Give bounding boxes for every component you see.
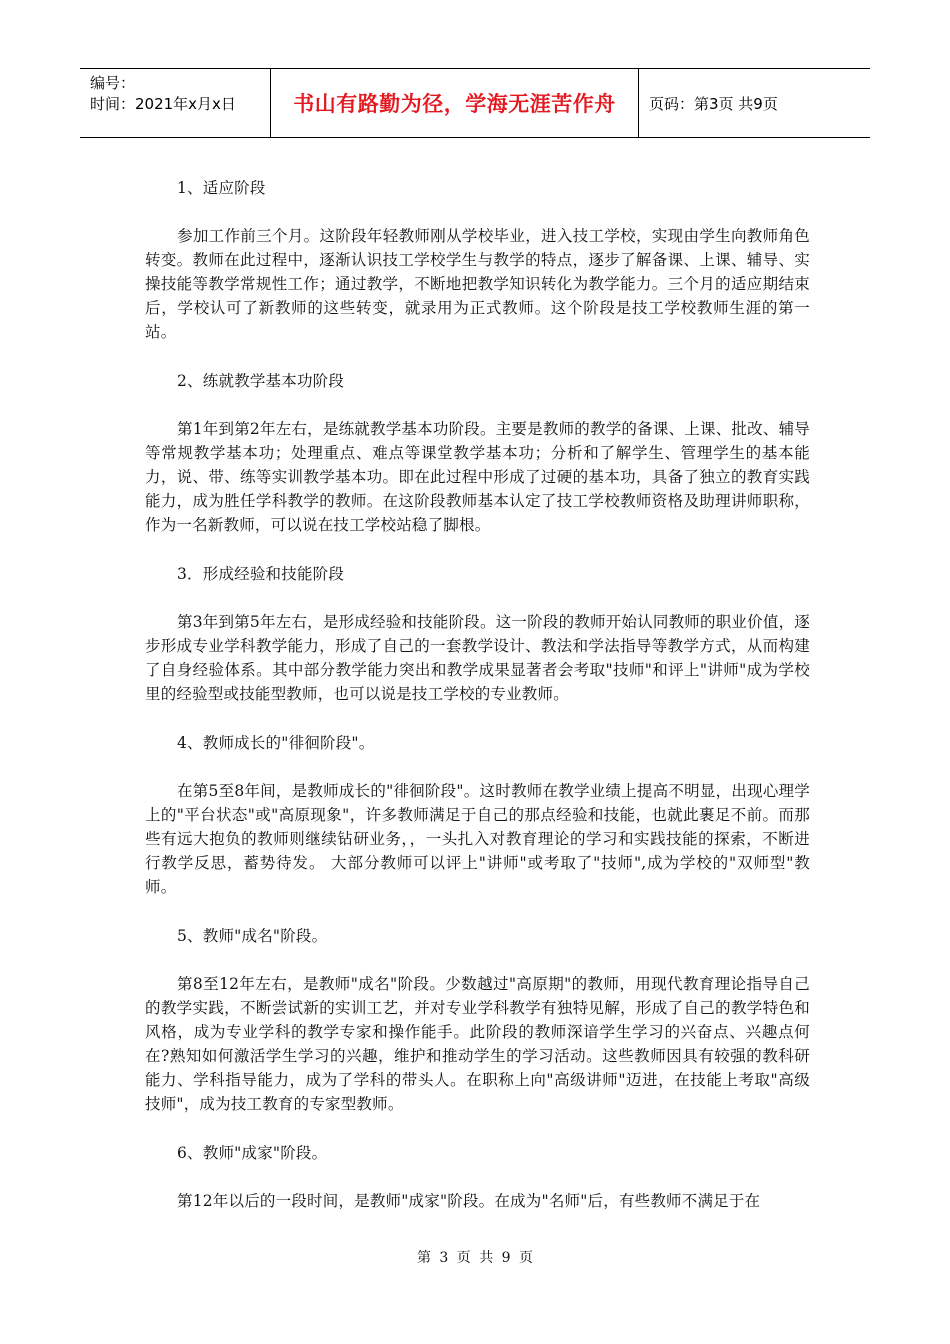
section-heading: 5、教师"成名"阶段。 — [177, 927, 328, 945]
section-paragraph: 参加工作前三个月。这阶段年轻教师刚从学校毕业，进入技工学校，实现由学生向教师角色转变。教师在此过程中，逐渐认识技工学校学生与教学的特点，逐步了解备课、上课、辅导、实操技能等教学常规性工作；通过教学，不断地把教学知识转化为教学能力。三个月的适应期结束后，学校认可了新教师的这些转变，就录用为正式教师。这个阶段是技工学校教师生涯的第一站。 — [145, 227, 810, 341]
header-meta — [80, 69, 270, 137]
header-motto: 书山有路勤为径，学海无涯苦作舟 — [270, 69, 639, 137]
header-page-label: 页码：第3页 共9页 — [649, 94, 778, 113]
document-body — [145, 176, 810, 1238]
page-header — [80, 68, 870, 138]
section-heading: 2、练就教学基本功阶段 — [177, 372, 345, 390]
section-paragraph: 第3年到第5年左右，是形成经验和技能阶段。这一阶段的教师开始认同教师的职业价值，逐步形成专业学科教学能力，形成了自己的一套教学设计、教法和学法指导等教学方式，从而构建了自身经验体系。其中部分教学能力突出和教学成果显著者会考取"技师"和评上"讲师"成为学校里的经验型或技能型教师，也可以说是技工学校的专业教师。 — [145, 613, 810, 703]
section-heading: 3．形成经验和技能阶段 — [177, 565, 345, 583]
section-heading: 4、教师成长的"徘徊阶段"。 — [177, 734, 375, 752]
section-paragraph: 在第5至8年间，是教师成长的"徘徊阶段"。这时教师在教学业绩上提高不明显，出现心理学上的"平台状态"或"高原现象"，许多教师满足于自己的那点经验和技能，也就此裹足不前。而那些有远大抱负的教师则继续钻研业务，，一头扎入对教育理论的学习和实践技能的探索，不断进行教学反思，蓄势待发。 大部分教师可以评上"讲师"或考取了"技师",成为学校的"双师型"教师。 — [145, 782, 810, 896]
section-heading: 6、教师"成家"阶段。 — [177, 1144, 328, 1162]
document-date-label: 时间：2021年x月x日 — [90, 95, 236, 113]
section-paragraph: 第1年到第2年左右，是练就教学基本功阶段。主要是教师的教学的备课、上课、批改、辅导等常规教学基本功；处理重点、难点等课堂教学基本功；分析和了解学生、管理学生的基本能力，说、带、练等实训教学基本功。即在此过程中形成了过硬的基本功，具备了独立的教育实践能力，成为胜任学科教学的教师。在这阶段教师基本认定了技工学校教师资格及助理讲师职称，作为一名新教师，可以说在技工学校站稳了脚根。 — [145, 420, 810, 534]
section-heading: 1、适应阶段 — [177, 179, 266, 197]
document-number-label: 编号： — [90, 74, 136, 92]
section-paragraph: 第8至12年左右，是教师"成名"阶段。少数越过"高原期"的教师，用现代教育理论指导自己的教学实践，不断尝试新的实训工艺，并对专业学科教学有独特见解，形成了自己的教学特色和风格，成为专业学科的教学专家和操作能手。此阶段的教师深谙学生学习的兴奋点、兴趣点何在?熟知如何激活学生学习的兴趣，维护和推动学生的学习活动。这些教师因具有较强的教科研能力、学科指导能力，成为了学科的带头人。在职称上向"高级讲师"迈进，在技能上考取"高级技师"，成为技工教育的专家型教师。 — [145, 975, 810, 1113]
page-footer: 第 3 页 共 9 页 — [416, 1250, 534, 1266]
section-paragraph: 第12年以后的一段时间，是教师"成家"阶段。在成为"名师"后，有些教师不满足于在 — [177, 1192, 761, 1210]
